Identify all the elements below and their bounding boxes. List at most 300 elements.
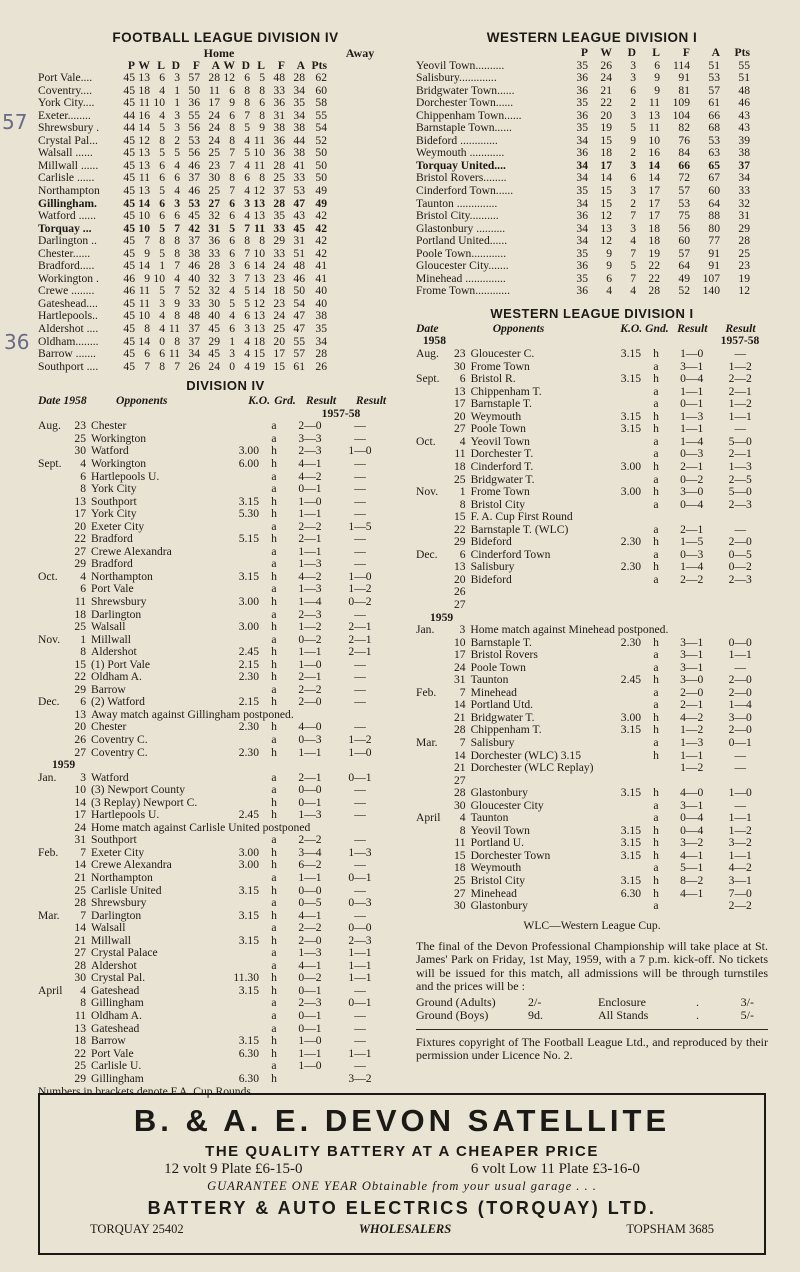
stat-cell: 8: [174, 334, 180, 348]
fixture-ground: h: [271, 507, 277, 521]
fixture-ground: h: [271, 933, 277, 947]
fixture-kickoff: [211, 784, 259, 797]
fixture-result: 3—4: [298, 845, 322, 859]
fixture-ground: a: [271, 557, 277, 571]
fixture-kickoff: 2.45: [620, 673, 642, 687]
fixture-previous-result: 1—0: [348, 745, 372, 759]
fixture-row: [38, 734, 413, 747]
stat-cell: 15: [273, 359, 285, 373]
stat-cell: 2: [174, 133, 180, 147]
fixture-month: [416, 825, 448, 838]
team-name: Glastonbury ..........: [416, 222, 506, 235]
fixture-ground: a: [653, 547, 659, 561]
stat-cell: 41: [315, 259, 327, 273]
stat-cell: 13: [138, 146, 150, 160]
stat-cell: 52: [678, 284, 690, 298]
stat-cell: 45: [123, 158, 135, 172]
fixture-opponent: Aldershot: [91, 958, 137, 972]
team-name: Port Vale....: [38, 72, 93, 85]
fixture-kickoff: [595, 599, 641, 612]
table-col-header: F: [682, 46, 690, 59]
fixture-day: 8: [80, 645, 86, 659]
price-row: [416, 1009, 768, 1023]
fixture-ground: h: [653, 535, 659, 549]
stat-cell: 24: [273, 309, 285, 323]
league-table-row: [38, 323, 413, 336]
stat-cell: 22: [648, 271, 660, 285]
price-label: Enclosure: [598, 994, 646, 1009]
fixture-kickoff: 2.30: [238, 745, 259, 759]
stat-cell: 41: [293, 158, 305, 172]
fixture-month: [38, 596, 68, 609]
fixture-day: 25: [74, 431, 86, 445]
stat-cell: 45: [123, 184, 135, 198]
fixture-opponent: Bradford: [91, 557, 133, 571]
fixture-opponent: (1) Port Vale: [91, 657, 151, 671]
fixture-row: [38, 596, 413, 609]
stat-cell: 53: [293, 184, 305, 198]
fixture-opponent: Bristol City: [470, 497, 525, 511]
stat-cell: 42: [315, 234, 327, 248]
fixture-ground: a: [271, 544, 277, 558]
fixture-row: [416, 499, 768, 512]
fixture-ground: a: [653, 685, 659, 699]
team-name: Poole Town............: [416, 247, 507, 260]
stat-cell: 1: [174, 96, 180, 110]
fixture-day: 13: [74, 494, 86, 508]
stat-cell: 5: [159, 284, 165, 298]
stat-cell: 28: [315, 347, 327, 361]
fixture-ground: h: [653, 848, 659, 862]
fixture-month: [416, 586, 448, 599]
fixture-result: 1—1: [298, 645, 322, 659]
team-name: Bideford .............: [416, 134, 498, 147]
fixture-opponent: Port Vale: [91, 582, 134, 596]
stat-cell: 31: [273, 108, 285, 122]
stat-cell: 42: [315, 246, 327, 260]
fixture-result: 4—0: [298, 720, 322, 734]
fixture-month: [416, 398, 448, 411]
fixture-opponent: Port Vale: [91, 1046, 134, 1060]
fixture-day: 6: [80, 695, 86, 709]
fixture-ground: h: [271, 1046, 277, 1060]
stat-cell: 20: [600, 108, 612, 122]
fixture-row: [38, 922, 413, 935]
fixture-result: 1—1: [298, 871, 322, 884]
fixture-day: 21: [74, 933, 86, 947]
fixture-kickoff: [595, 436, 641, 449]
fixture-month: [38, 583, 68, 596]
fixture-opponent: Portland U.: [470, 836, 525, 850]
fixture-result: 1—5: [680, 535, 704, 549]
stat-cell: 3: [159, 296, 165, 310]
fixture-row: [38, 696, 413, 709]
fixture-previous-result: —: [734, 422, 747, 436]
fixture-ground: h: [271, 594, 277, 608]
stat-cell: 63: [708, 146, 720, 160]
stat-cell: 11: [168, 347, 180, 361]
team-name: Salisbury.............: [416, 72, 497, 85]
fixture-result: 2—1: [298, 670, 322, 684]
fixture-kickoff: 3.15: [620, 723, 642, 737]
fixture-ground: [641, 599, 671, 612]
fixture-opponent: Barrow: [91, 1034, 126, 1048]
stat-cell: 37: [188, 334, 200, 348]
fixture-kickoff: 3.15: [238, 494, 259, 508]
fixture-ground: h: [271, 883, 277, 897]
fixture-previous-result: 1—0: [728, 786, 752, 800]
previous-season-label: 1957-58: [321, 406, 361, 420]
ad-phone-topsham: TOPSHAM 3685: [626, 1222, 714, 1236]
fixture-previous-result: [712, 599, 768, 612]
team-name: Watford ......: [38, 210, 96, 223]
stat-cell: 45: [123, 71, 135, 85]
fixture-row: [416, 586, 768, 599]
stat-cell: 39: [738, 133, 750, 147]
fixture-previous-result: 5—0: [728, 485, 752, 499]
fixture-kickoff: 3.00: [238, 858, 259, 872]
stat-cell: 10: [253, 246, 265, 260]
fixture-result: 3—0: [680, 673, 704, 687]
fixture-opponent: Gillingham: [91, 996, 144, 1010]
fixture-opponent: Chippenham T.: [470, 723, 542, 737]
fixture-day: 27: [74, 544, 86, 558]
fixture-kickoff: [596, 624, 641, 637]
stat-cell: 11: [648, 121, 660, 135]
division-iv-table-title: FOOTBALL LEAGUE DIVISION IV: [112, 30, 339, 45]
stat-cell: 26: [315, 359, 327, 373]
ad-guarantee: GUARANTEE ONE YEAR Obtainable from your usual garage . . .: [207, 1179, 597, 1193]
fixture-previous-result: 3—1: [728, 874, 752, 887]
fixture-result: 2—0: [298, 933, 322, 947]
stat-cell: 6: [244, 259, 250, 273]
stat-cell: 31: [293, 234, 305, 248]
team-name: Walsall ......: [38, 147, 93, 160]
league-table-row: [38, 198, 413, 211]
fixture-opponent: (2) Watford: [91, 695, 145, 709]
fixture-opponent: Bradford: [91, 532, 133, 546]
fixture-result: 6—2: [298, 858, 322, 872]
stat-cell: 55: [188, 108, 200, 122]
fixture-kickoff: [595, 499, 641, 512]
team-name: Southport ....: [38, 360, 99, 373]
stat-cell: 38: [738, 146, 750, 160]
stat-cell: 22: [648, 259, 660, 273]
fixture-previous-result: —: [734, 798, 747, 812]
stat-cell: 34: [315, 334, 327, 348]
fixture-day: 6: [459, 547, 466, 561]
fixture-month: [38, 885, 68, 898]
stat-cell: 53: [708, 71, 720, 85]
stat-cell: 5: [630, 121, 636, 135]
fixture-previous-result: —: [354, 783, 366, 797]
western-league-table: [416, 60, 768, 298]
stat-cell: 109: [672, 96, 690, 110]
stat-cell: 8: [259, 108, 265, 122]
stat-cell: 6: [630, 83, 636, 97]
fixture-result: 1—3: [298, 582, 322, 596]
fixture-previous-result: 1—0: [348, 569, 372, 583]
fixture-kickoff: [595, 398, 641, 411]
fixture-kickoff: 2.30: [238, 670, 259, 684]
fixture-day: 18: [453, 861, 466, 875]
fixture-month: [38, 784, 68, 797]
fixture-kickoff: [211, 546, 259, 559]
fixture-year-label: 1959: [52, 758, 76, 772]
team-name: Gateshead....: [38, 297, 98, 310]
fixture-opponent: [471, 586, 596, 599]
stat-cell: 11: [138, 284, 150, 298]
fixture-previous-result: 1—0: [348, 444, 372, 458]
fixture-day: 31: [453, 673, 466, 687]
stat-cell: 8: [159, 359, 165, 373]
stat-cell: 2: [630, 96, 636, 110]
fixture-ground: a: [653, 861, 659, 875]
stat-cell: 37: [188, 171, 200, 185]
fixture-opponent: Exeter City: [91, 519, 145, 533]
fixture-ground: h: [271, 971, 277, 985]
fixture-previous-result: —: [354, 456, 366, 470]
fixture-day: 4: [459, 811, 466, 825]
stat-cell: 5: [174, 146, 180, 160]
stat-cell: 140: [702, 284, 720, 298]
fixture-month: [416, 536, 448, 549]
stat-cell: 5: [159, 121, 165, 135]
fixture-ground: h: [653, 673, 659, 687]
fixture-row: [38, 508, 413, 521]
fixture-day: 27: [74, 946, 86, 960]
stat-cell: 9: [229, 96, 235, 110]
stat-cell: 23: [273, 296, 285, 310]
fixture-month: [416, 875, 448, 888]
fixture-ground: a: [653, 497, 659, 511]
fixture-previous-result: 3—2: [348, 1071, 372, 1085]
fixture-ground: a: [653, 899, 659, 913]
fixture-month: [416, 599, 448, 612]
fixture-opponent: Oldham A.: [91, 670, 142, 684]
fixture-previous-result: —: [354, 431, 366, 445]
stat-cell: 23: [208, 158, 220, 172]
stat-cell: 45: [123, 359, 135, 373]
fixture-opponent: Frome Town: [470, 485, 530, 499]
stat-cell: 45: [123, 221, 135, 235]
fixture-month: [416, 461, 448, 474]
stat-cell: 33: [208, 246, 220, 260]
fixture-previous-result: 1—1: [728, 848, 752, 862]
fixture-row: [38, 558, 413, 571]
fixture-previous-result: 1—2: [348, 732, 372, 746]
fixture-opponent: Cinderford Town: [470, 547, 551, 561]
fixture-opponent: (3) Newport County: [91, 783, 186, 797]
fixture-month: [38, 546, 68, 559]
fixture-day: 7: [80, 908, 86, 922]
stat-cell: 37: [273, 184, 285, 198]
table-col-team: [38, 60, 113, 73]
fixture-opponent: Barnstaple T.: [470, 635, 532, 649]
fixture-ground: a: [271, 896, 277, 910]
fixture-previous-result: —: [354, 695, 366, 709]
fixture-result: 1—0: [298, 1034, 322, 1048]
fixture-opponent: Dorchester (WLC Replay): [470, 761, 594, 775]
stat-cell: 17: [600, 158, 612, 172]
fixture-opponent: Minehead: [470, 886, 517, 900]
fixture-opponent: Barrow: [91, 682, 126, 696]
stat-cell: 4: [244, 347, 250, 361]
price-row: [416, 996, 768, 1010]
fixture-day: 18: [74, 1034, 86, 1048]
fixture-previous-result: 1—3: [728, 459, 752, 473]
stat-cell: 3: [244, 196, 250, 210]
fixture-ground: h: [653, 886, 659, 900]
stat-cell: 12: [253, 296, 265, 310]
stat-cell: 47: [293, 196, 305, 210]
fixture-result: [671, 511, 713, 524]
fixture-previous-result: —: [354, 833, 366, 847]
table-col-team: [416, 47, 564, 60]
stat-cell: 10: [138, 209, 150, 223]
fixture-month: [38, 734, 68, 747]
price-value: 9d.: [528, 1008, 543, 1023]
fixture-result: 0—3: [680, 547, 704, 561]
stat-cell: 60: [678, 234, 690, 248]
fixture-opponent: Weymouth: [470, 861, 522, 875]
stat-cell: 45: [123, 83, 135, 97]
team-name: Carlisle ......: [38, 172, 95, 185]
western-table-row: [416, 210, 768, 223]
fixture-opponent: Millwall: [91, 632, 131, 646]
stat-cell: 4: [159, 322, 165, 336]
fixture-ground: h: [653, 485, 659, 499]
fixture-day: 13: [74, 1021, 86, 1035]
stat-cell: 60: [315, 83, 327, 97]
stat-cell: 18: [253, 334, 265, 348]
team-name: Taunton ..............: [416, 197, 498, 210]
western-table-row: [416, 72, 768, 85]
fixture-result: 4—2: [680, 710, 704, 724]
fixture-opponent: Away match against Gillingham postponed.: [91, 707, 294, 721]
fixture-result: 1—1: [298, 544, 322, 558]
stat-cell: 11: [253, 133, 265, 147]
fixture-month: [38, 558, 68, 571]
stat-cell: 45: [123, 196, 135, 210]
fixture-previous-result: 2—3: [348, 933, 372, 947]
stat-cell: 5: [159, 146, 165, 160]
stat-cell: 34: [293, 108, 305, 122]
stat-cell: 4: [229, 284, 235, 298]
stat-cell: 9: [654, 71, 660, 85]
stat-cell: 54: [315, 121, 327, 135]
fixture-month: [38, 1073, 68, 1086]
fixture-row: [416, 436, 768, 449]
stat-cell: 3: [630, 184, 636, 198]
fixture-previous-result: 1—4: [728, 698, 752, 712]
western-league-fixtures-title: WESTERN LEAGUE DIVISION I: [490, 305, 694, 321]
stat-cell: 41: [315, 271, 327, 285]
fixture-month: [38, 997, 68, 1010]
stat-cell: 14: [138, 196, 150, 210]
copyright-note: Fixtures copyright of The Football League Ltd., and reproduced by their permission under Licence No. 2.: [416, 1034, 768, 1063]
fixture-month: [38, 721, 68, 734]
stat-cell: 7: [229, 184, 235, 198]
stat-cell: 50: [315, 158, 327, 172]
league-table-row: [38, 135, 413, 148]
fixture-row: [38, 1073, 413, 1086]
fixture-ground: h: [271, 858, 277, 872]
stat-cell: 45: [123, 133, 135, 147]
stat-cell: 29: [738, 221, 750, 235]
fixture-kickoff: 3.00: [238, 594, 259, 608]
stat-cell: 3: [630, 158, 636, 172]
fixture-ground: a: [653, 384, 659, 398]
fixture-previous-result: —: [734, 761, 747, 775]
fixture-month: [416, 762, 448, 775]
stat-cell: 1: [174, 83, 180, 97]
fixture-kickoff: 6.30: [238, 1071, 259, 1085]
fixture-previous-result: [712, 586, 768, 599]
fixture-result: 2—0: [298, 695, 322, 709]
fixture-opponent: Frome Town: [470, 359, 530, 373]
stat-cell: 48: [273, 71, 285, 85]
fixture-ground: a: [653, 447, 659, 461]
fixture-previous-result: [712, 511, 768, 524]
fixture-kickoff: [211, 471, 259, 484]
stat-cell: 11: [138, 296, 150, 310]
fixture-row: [38, 483, 413, 496]
fixture-day: 27: [453, 886, 466, 900]
stat-cell: 6: [244, 71, 250, 85]
stat-cell: 47: [293, 309, 305, 323]
fixture-row: [38, 458, 413, 471]
fixture-result: 0—2: [298, 632, 322, 646]
fixture-month: [38, 922, 68, 935]
fixture-ground: h: [653, 723, 659, 737]
western-table-row: [416, 235, 768, 248]
fixture-month: [38, 621, 68, 634]
fixture-day: 23: [74, 419, 86, 433]
fixture-row: [416, 825, 768, 838]
fixture-kickoff: [595, 649, 641, 662]
fixture-result: 3—2: [680, 836, 704, 850]
stat-cell: 53: [188, 133, 200, 147]
stat-cell: 4: [159, 83, 165, 97]
fixture-ground: a: [271, 469, 277, 483]
fixture-month: [38, 947, 68, 960]
fixture-month: [38, 471, 68, 484]
fixture-kickoff: 3.00: [620, 710, 642, 724]
stat-cell: 45: [208, 347, 220, 361]
team-name: Chester......: [38, 247, 91, 260]
league-table-row: [38, 260, 413, 273]
stat-cell: 81: [678, 83, 690, 97]
stat-cell: 14: [138, 121, 150, 135]
fixture-month: [416, 850, 448, 863]
fixture-result: 2—1: [680, 522, 704, 536]
stat-cell: 5: [259, 71, 265, 85]
stat-cell: 43: [738, 121, 750, 135]
stat-cell: 7: [174, 259, 180, 273]
stat-cell: 46: [123, 271, 135, 285]
stat-cell: 36: [576, 146, 588, 160]
fixture-kickoff: 3.15: [620, 823, 642, 837]
fixture-previous-result: 1—3: [348, 845, 372, 859]
fixture-previous-result: 1—2: [728, 397, 752, 411]
fixture-result: 4—1: [298, 456, 322, 470]
fixture-ground: a: [653, 572, 659, 586]
fixture-row: [38, 1035, 413, 1048]
fixture-month: [416, 787, 448, 800]
fixture-result: 1—4: [680, 560, 704, 574]
stat-cell: 45: [123, 259, 135, 273]
